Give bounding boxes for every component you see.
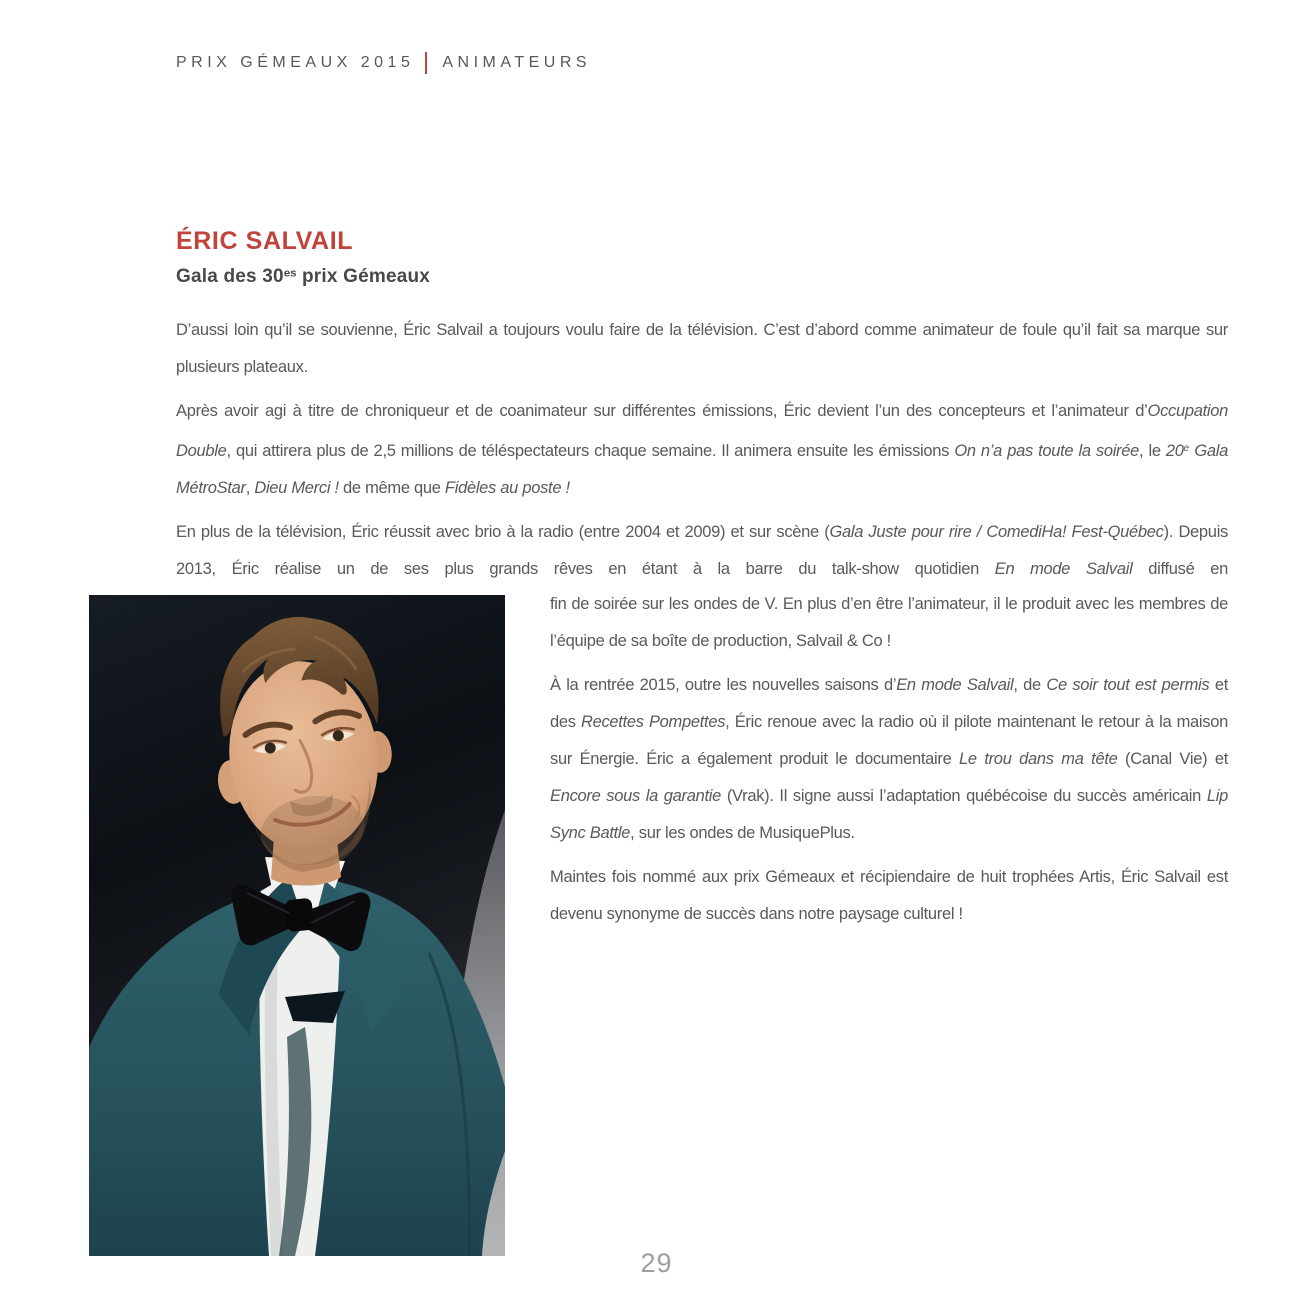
- header-section-right: ANIMATEURS: [442, 54, 592, 71]
- header-section-left: PRIX GÉMEAUX 2015: [176, 54, 415, 71]
- eric-salvail-portrait-photo: [89, 595, 505, 1256]
- paragraph-5: Maintes fois nommé aux prix Gémeaux et récipiendaire de huit trophées Artis, Éric Salvail est devenu synonyme de succès dans notre paysage culturel !: [550, 868, 1228, 923]
- header-divider: [425, 52, 427, 74]
- paragraph-3-part-1: En plus de la télévision, Éric réussit avec brio à la radio (entre 2004 et 2009) et sur scène (Gala Juste pour rire / ComediHa! Fest-Québec). Depuis 2013, Éric réalise un de ses plus grands rêves en étant à la barre du talk-show quotidien En mode Salvail diffusé en: [176, 522, 1229, 578]
- page-header: [176, 52, 591, 74]
- full-width-text-column: [176, 312, 1228, 595]
- paragraph-1: D’aussi loin qu’il se souvienne, Éric Salvail a toujours voulu faire de la télévision. C’est d’abord comme animateur de foule qu’il fait sa marque sur plusieurs plateaux.: [176, 321, 1228, 376]
- profile-event-subtitle: Gala des $30^{es}$ prix Gémeaux: [176, 266, 431, 287]
- paragraph-4: À la rentrée 2015, outre les nouvelles saisons d’En mode Salvail, de Ce soir tout est permis et des Recettes Pompettes, Éric renoue avec la radio où il pilote maintenant le retour à la maison sur Énergie. Éric a également produit le documentaire Le trou dans ma tête (Canal Vie) et Encore sous la garantie (Vrak). Il signe aussi l’adaptation québécoise du succès américain Lip Sync Battle, sur les ondes de MusiquePlus.: [550, 676, 1228, 842]
- profile-name-title: ÉRIC SALVAIL: [176, 227, 354, 255]
- wrapped-text-column: [550, 586, 1228, 940]
- paragraph-3-part-2: fin de soirée sur les ondes de V. En plus d’en être l’animateur, il le produit avec les membres de l’équipe de sa boîte de production, Salvail & Co !: [550, 595, 1228, 650]
- page-number: 29: [640, 1248, 673, 1278]
- paragraph-2: Après avoir agi à titre de chroniqueur et de coanimateur sur différentes émissions, Éric devient l’un des concepteurs et l’animateur d’Occupation Double, qui attirera plus de 2,5 millions de téléspectateurs chaque semaine. Il animera ensuite les émissions On n’a pas toute la soirée, le 20e Gala MétroStar, Dieu Merci ! de même que Fidèles au poste !: [176, 402, 1229, 497]
- portrait-illustration: [89, 595, 505, 1256]
